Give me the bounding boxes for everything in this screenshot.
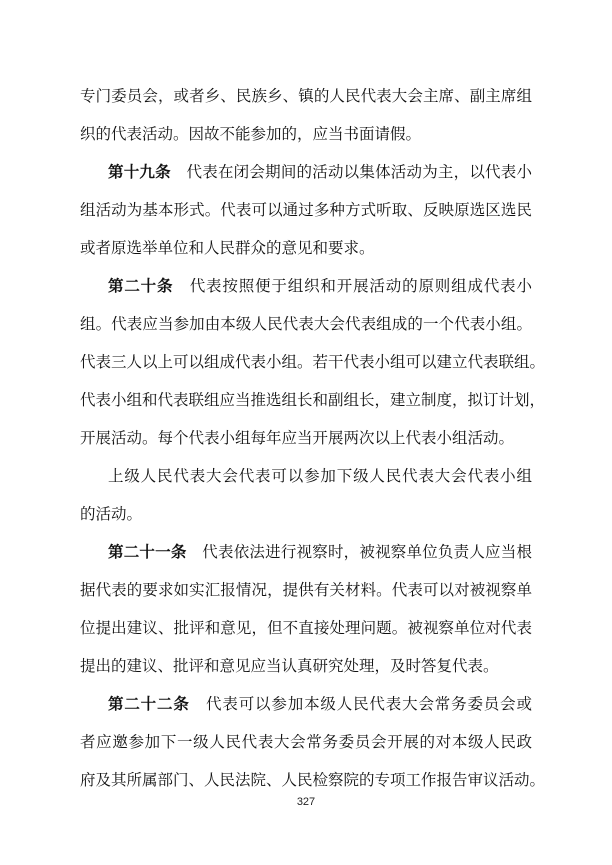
article-20-heading-line: 第二十条 代表按照便于组织和开展活动的原则组成代表小 xyxy=(108,276,532,295)
text-line: 织的代表活动。因故不能参加的，应当书面请假。 xyxy=(80,125,422,143)
text-line: 或者原选举单位和人民群众的意见和要求。 xyxy=(80,239,375,257)
text-line: 开展活动。每个代表小组每年应当开展两次以上代表小组活动。 xyxy=(80,429,515,447)
article-19-heading-line: 第十九条 代表在闭会期间的活动以集体活动为主，以代表小 xyxy=(108,162,532,181)
article-number: 第十九条 xyxy=(108,162,171,181)
text-line: 者应邀参加下一级人民代表大会常务委员会开展的对本级人民政 xyxy=(80,733,532,751)
text-line: 专门委员会，或者乡、民族乡、镇的人民代表大会主席、副主席组 xyxy=(80,87,532,105)
text-line: 组活动为基本形式。代表可以通过多种方式听取、反映原选区选民 xyxy=(80,201,532,219)
paragraph-start-line: 上级人民代表大会代表可以参加下级人民代表大会代表小组 xyxy=(108,467,532,485)
article-22-heading-line: 第二十二条 代表可以参加本级人民代表大会常务委员会或 xyxy=(108,694,532,713)
text-line: 提出的建议、批评和意见应当认真研究处理，及时答复代表。 xyxy=(80,657,499,675)
page-number: 327 xyxy=(296,796,316,808)
text-line: 府及其所属部门、人民法院、人民检察院的专项工作报告审议活动。 xyxy=(80,771,546,789)
article-number: 第二十条 xyxy=(108,276,174,295)
text-line: 代表小组和代表联组应当推选组长和副组长，建立制度，拟订计划， xyxy=(80,391,546,409)
text-line: 据代表的要求如实汇报情况，提供有关材料。代表可以对被视察单 xyxy=(80,581,532,599)
article-number: 第二十一条 xyxy=(108,542,187,561)
text-line: 的活动。 xyxy=(80,505,143,523)
article-number: 第二十二条 xyxy=(108,694,190,713)
article-21-heading-line: 第二十一条 代表依法进行视察时，被视察单位负责人应当根 xyxy=(108,542,532,561)
text-line: 位提出建议、批评和意见，但不直接处理问题。被视察单位对代表 xyxy=(80,619,532,637)
text-line: 代表三人以上可以组成代表小组。若干代表小组可以建立代表联组。 xyxy=(80,353,546,371)
text-line: 组。代表应当参加由本级人民代表大会代表组成的一个代表小组。 xyxy=(80,315,532,333)
